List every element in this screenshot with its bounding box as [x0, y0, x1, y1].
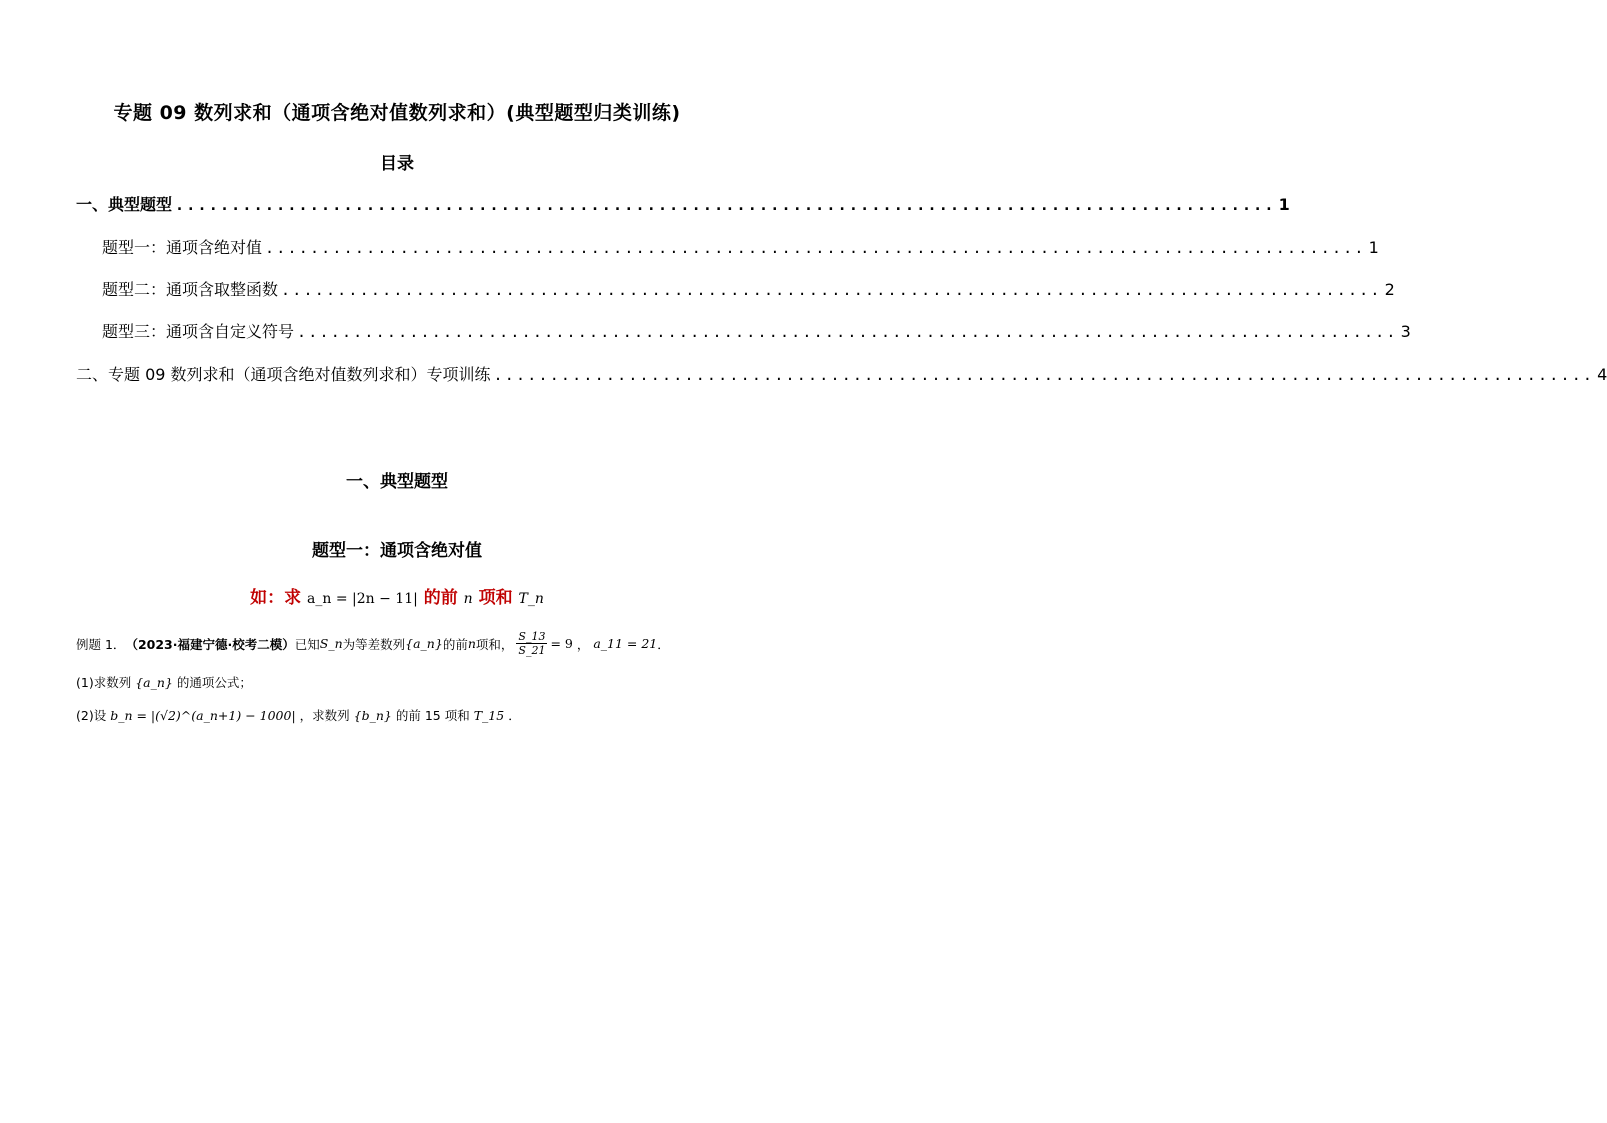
example-text: 项和，	[475, 636, 514, 652]
q2-label: (2)设	[76, 708, 107, 723]
note-n: n	[463, 591, 473, 607]
q1-label: (1)求数列	[76, 675, 132, 690]
toc-leader: ..................................................................................................	[493, 366, 1595, 384]
example-source: （2023·福建宁德·校考二模）	[125, 636, 295, 652]
toc-entry[interactable]	[76, 362, 1607, 385]
example-text: 的前	[442, 636, 468, 652]
toc-leader: ..................................................................................................	[175, 196, 1276, 214]
toc-entry-page: 1	[1368, 238, 1379, 257]
example-end: ．	[657, 636, 670, 652]
example-text: 已知	[294, 636, 320, 652]
fraction-denominator: S_21	[518, 644, 546, 657]
section-heading: 一、典型题型	[346, 472, 448, 492]
question-part-1	[76, 673, 252, 691]
example-note	[0, 583, 794, 608]
q1-seq: {a_n}	[135, 675, 173, 690]
toc-entry-page: 1	[1278, 195, 1290, 214]
toc-leader: ..................................................................................................	[265, 239, 1366, 257]
note-prefix: 如：求	[250, 588, 302, 608]
example-1: 例题 1． （2023·福建宁德·校考二模） 已知 S_n 为等差数列 {a_n} 的前 n 项和， $\frac{S\_13}{S\_21}$ = 9 ， a_11 = 21 ．	[76, 630, 670, 657]
example-n: n	[467, 636, 476, 651]
toc-entry[interactable]	[76, 192, 1290, 215]
note-mid: 的前	[423, 588, 458, 608]
toc-leader: ..................................................................................................	[297, 323, 1398, 341]
toc-entry-label: 题型一：通项含绝对值	[102, 238, 263, 257]
note-formula: a_n = |2n − 11|	[307, 591, 418, 607]
example-a11: a_11 = 21	[593, 636, 658, 651]
toc-leader: ..................................................................................................	[281, 281, 1382, 299]
q2-end: ．	[508, 708, 521, 723]
fraction-numerator: S_13	[518, 630, 546, 643]
toc-entry[interactable]	[102, 235, 1379, 258]
question-type-heading: 题型一：通项含绝对值	[312, 541, 482, 561]
q2-T: T_15	[473, 708, 505, 723]
q2-text: 的前 15 项和	[395, 708, 470, 723]
toc-entry[interactable]	[102, 277, 1395, 300]
question-part-2	[76, 706, 521, 724]
q2-seq: {b_n}	[353, 708, 392, 723]
note-T: T_n	[518, 591, 544, 607]
toc-entry-page: 3	[1400, 322, 1411, 341]
example-equation: = 9	[550, 636, 573, 651]
toc-heading: 目录	[380, 154, 414, 174]
example-label: 例题 1．	[76, 636, 126, 652]
document-title: 专题 09 数列求和（通项含绝对值数列求和）(典型题型归类训练)	[113, 102, 681, 124]
q2-text: ，求数列	[299, 708, 350, 723]
note-suffix: 项和	[478, 588, 513, 608]
q1-text: 的通项公式；	[176, 675, 252, 690]
example-text: 为等差数列	[342, 636, 406, 652]
q2-formula: b_n = |(√2)^(a_n+1) − 1000|	[110, 708, 296, 723]
toc-entry-page: 4	[1597, 365, 1607, 384]
toc-entry-label: 一、典型题型	[76, 195, 173, 214]
example-fraction	[516, 630, 547, 657]
toc-entry-label: 二、专题 09 数列求和（通项含绝对值数列求和）专项训练	[76, 365, 491, 384]
toc-entry-label: 题型三：通项含自定义符号	[102, 322, 295, 341]
toc-entry-label: 题型二：通项含取整函数	[102, 280, 279, 299]
toc-entry[interactable]	[102, 319, 1411, 342]
toc-entry-page: 2	[1384, 280, 1395, 299]
example-seq: {a_n}	[405, 636, 443, 651]
example-S: S_n	[319, 636, 343, 651]
